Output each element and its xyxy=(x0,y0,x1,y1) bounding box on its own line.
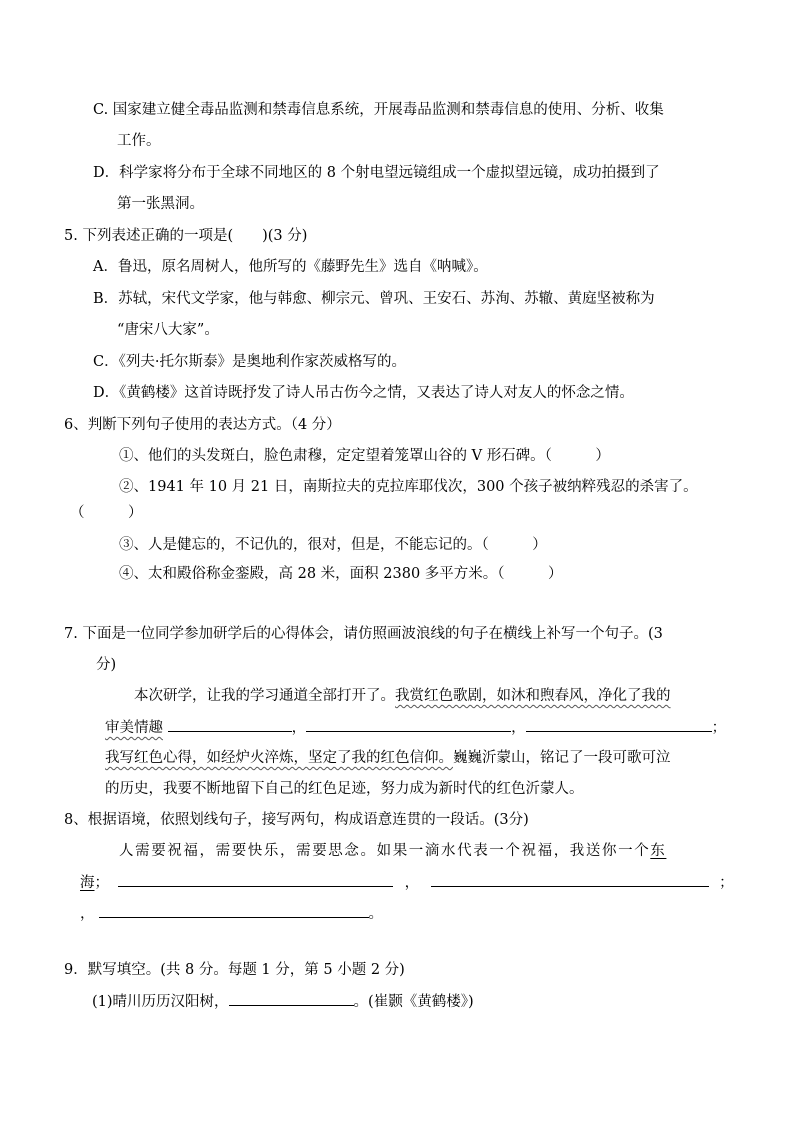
q4-option-c-line2: 工作。 xyxy=(117,133,161,149)
q7-passage-line3 xyxy=(105,748,671,768)
q5-option-a: A．鲁迅，原名周树人，他所写的《藤野先生》选自《呐喊》。 xyxy=(93,259,488,275)
q5-option-b-line1: B．苏轼，宋代文学家，他与韩愈、柳宗元、曾巩、王安石、苏洵、苏辙、黄庭坚被称为 xyxy=(93,291,655,307)
q8-underlined-end: ； xyxy=(94,875,109,891)
q6-sentence-3: ③、人是健忘的，不记仇的，很对，但是，不能忘记的。（ ） xyxy=(119,537,547,553)
q9-item-1-text: (1)晴川历历汉阳树， xyxy=(92,994,229,1010)
q5-option-c: C．《列夫·托尔斯泰》是奥地利作家茨威格写的。 xyxy=(93,354,406,370)
q8-underlined-sentence-part2: 海 xyxy=(80,875,95,891)
q7-passage-line1 xyxy=(134,686,671,706)
q7-answer-blank-1[interactable] xyxy=(168,717,292,732)
q8-period: 。 xyxy=(368,906,383,922)
q6-sentence-2-answer-paren: （ ） xyxy=(70,505,143,521)
q9-stem: 9．默写填空。(共 8 分。每题 1 分，第 5 小题 2 分) xyxy=(64,962,405,978)
q8-passage-line2 xyxy=(80,872,734,893)
q4-option-d-line1: D．科学家将分布于全球不同地区的 8 个射电望远镜组成一个虚拟望远镜，成功拍摄到了 xyxy=(93,165,660,181)
q6-stem: 6、判断下列句子使用的表达方式。（4 分） xyxy=(64,417,341,433)
q6-sentence-4: ④、太和殿俗称金銮殿，高 28 米，面积 2380 多平方米。（ ） xyxy=(119,566,563,582)
q7-semicolon: ； xyxy=(711,720,727,736)
q8-answer-blank-3[interactable] xyxy=(99,903,369,918)
q6-sentence-1: ①、他们的头发斑白，脸色肃穆，定定望着笼罩山谷的 V 形石碑。（ ） xyxy=(119,448,610,464)
q8-passage-line1 xyxy=(119,841,666,861)
q7-stem-line2: 分) xyxy=(96,657,117,673)
q7-passage-line4: 的历史，我要不断地留下自己的红色足迹，努力成为新时代的红色沂蒙人。 xyxy=(105,781,584,797)
q5-option-b-line2: “唐宋八大家”。 xyxy=(117,322,219,338)
q8-comma: ， xyxy=(404,875,420,891)
q7-wavy-sentence-part1: 我赏红色歌剧，如沐和煦春风，净化了我的 xyxy=(395,688,671,704)
q9-item-1-source: 。(崔颢《黄鹤楼》) xyxy=(353,994,474,1010)
q5-stem: 5. 下列表述正确的一项是( )(3 分) xyxy=(64,228,308,244)
q7-answer-blank-3[interactable] xyxy=(526,717,712,732)
q7-wavy-sentence-2: 我写红色心得，如经炉火淬炼，坚定了我的红色信仰。 xyxy=(105,750,453,766)
q4-option-c-line1: C. 国家建立健全毒品监测和禁毒信息系统，开展毒品监测和禁毒信息的使用、分析、收集 xyxy=(93,102,664,118)
q7-passage-intro: 本次研学，让我的学习通道全部打开了。 xyxy=(134,688,395,704)
q7-answer-blank-2[interactable] xyxy=(306,717,511,732)
q4-option-d-line2: 第一张黑洞。 xyxy=(117,196,204,212)
q8-semicolon: ； xyxy=(719,875,734,891)
q5-option-d: D．《黄鹤楼》这首诗既抒发了诗人吊古伤今之情，又表达了诗人对友人的怀念之情。 xyxy=(93,385,634,401)
q6-sentence-2: ②、1941 年 10 月 21 日，南斯拉夫的克拉库耶伐次，300 个孩子被纳粹残忍的杀害了。 xyxy=(119,479,698,495)
q7-stem-line1: 7. 下面是一位同学参加研学后的心得体会，请仿照画波浪线的句子在横线上补写一个句子。(3 xyxy=(64,626,663,642)
q7-passage-mid: 巍巍沂蒙山，铭记了一段可歌可泣 xyxy=(453,750,671,766)
q8-passage-text: 人需要祝福，需要快乐，需要思念。如果一滴水代表一个祝福，我送你一个 xyxy=(119,843,651,859)
q7-passage-line2 xyxy=(105,717,726,738)
q9-item-1 xyxy=(92,991,474,1012)
q8-answer-blank-1[interactable] xyxy=(118,872,393,887)
q7-wavy-sentence-part2: 审美情趣 xyxy=(105,720,163,736)
q7-comma-1: ， xyxy=(291,720,307,736)
q9-answer-blank-1[interactable] xyxy=(229,991,354,1006)
q8-answer-blank-2[interactable] xyxy=(431,872,709,887)
q8-passage-line3 xyxy=(80,903,383,924)
q8-line3-comma: ， xyxy=(80,906,95,922)
q8-stem: 8、根据语境，依照划线句子，接写两句，构成语意连贯的一段话。(3分) xyxy=(64,812,529,828)
q8-underlined-sentence-part1: 东 xyxy=(650,843,667,859)
q7-comma-2: ， xyxy=(511,720,526,736)
